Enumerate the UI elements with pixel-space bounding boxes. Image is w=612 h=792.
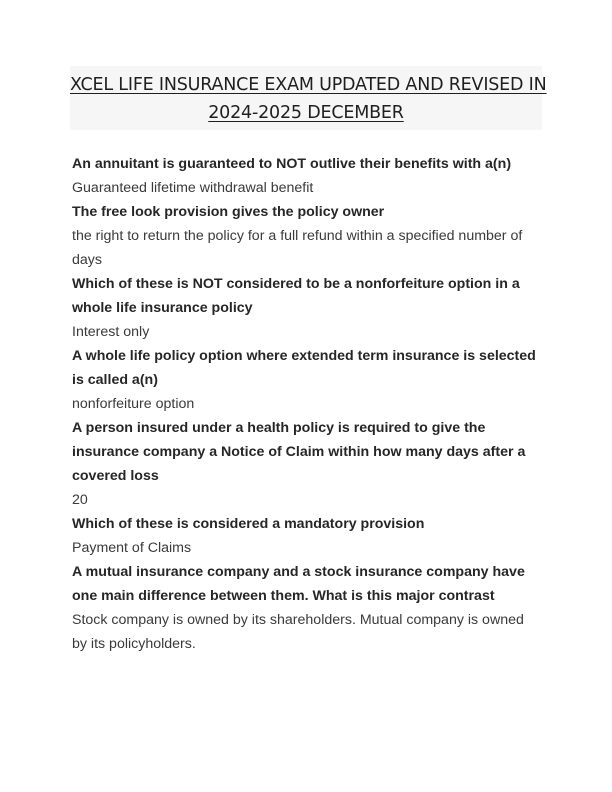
answer-4: nonforfeiture option [72,396,195,412]
question-1: An annuitant is guaranteed to NOT outlive their benefits with a(n) [72,156,512,172]
question-7: A mutual insurance company and a stock insurance company have one main difference between them. What is this major contrast [72,564,525,604]
title-block [70,66,547,130]
answer-2: the right to return the policy for a full refund within a specified number of days [72,228,523,268]
document-title-line-1: XCEL LIFE INSURANCE EXAM UPDATED AND REVISED IN [70,75,547,95]
answer-5: 20 [72,492,88,508]
question-4: A whole life policy option where extended term insurance is selected is called a(n) [72,348,536,388]
answer-6: Payment of Claims [72,540,192,556]
answer-3: Interest only [72,324,150,340]
question-3: Which of these is NOT considered to be a nonforfeiture option in a whole life insurance policy [72,276,520,316]
answer-7: Stock company is owned by its shareholders. Mutual company is owned by its policyholders. [72,612,524,652]
qa-list [72,152,542,656]
document-title-line-2: 2024-2025 DECEMBER [208,103,404,123]
question-6: Which of these is considered a mandatory provision [72,516,425,532]
question-2: The free look provision gives the policy owner [72,204,385,220]
question-5: A person insured under a health policy is required to give the insurance company a Notice of Claim within how many days after a covered loss [72,420,526,484]
answer-1: Guaranteed lifetime withdrawal benefit [72,180,314,196]
